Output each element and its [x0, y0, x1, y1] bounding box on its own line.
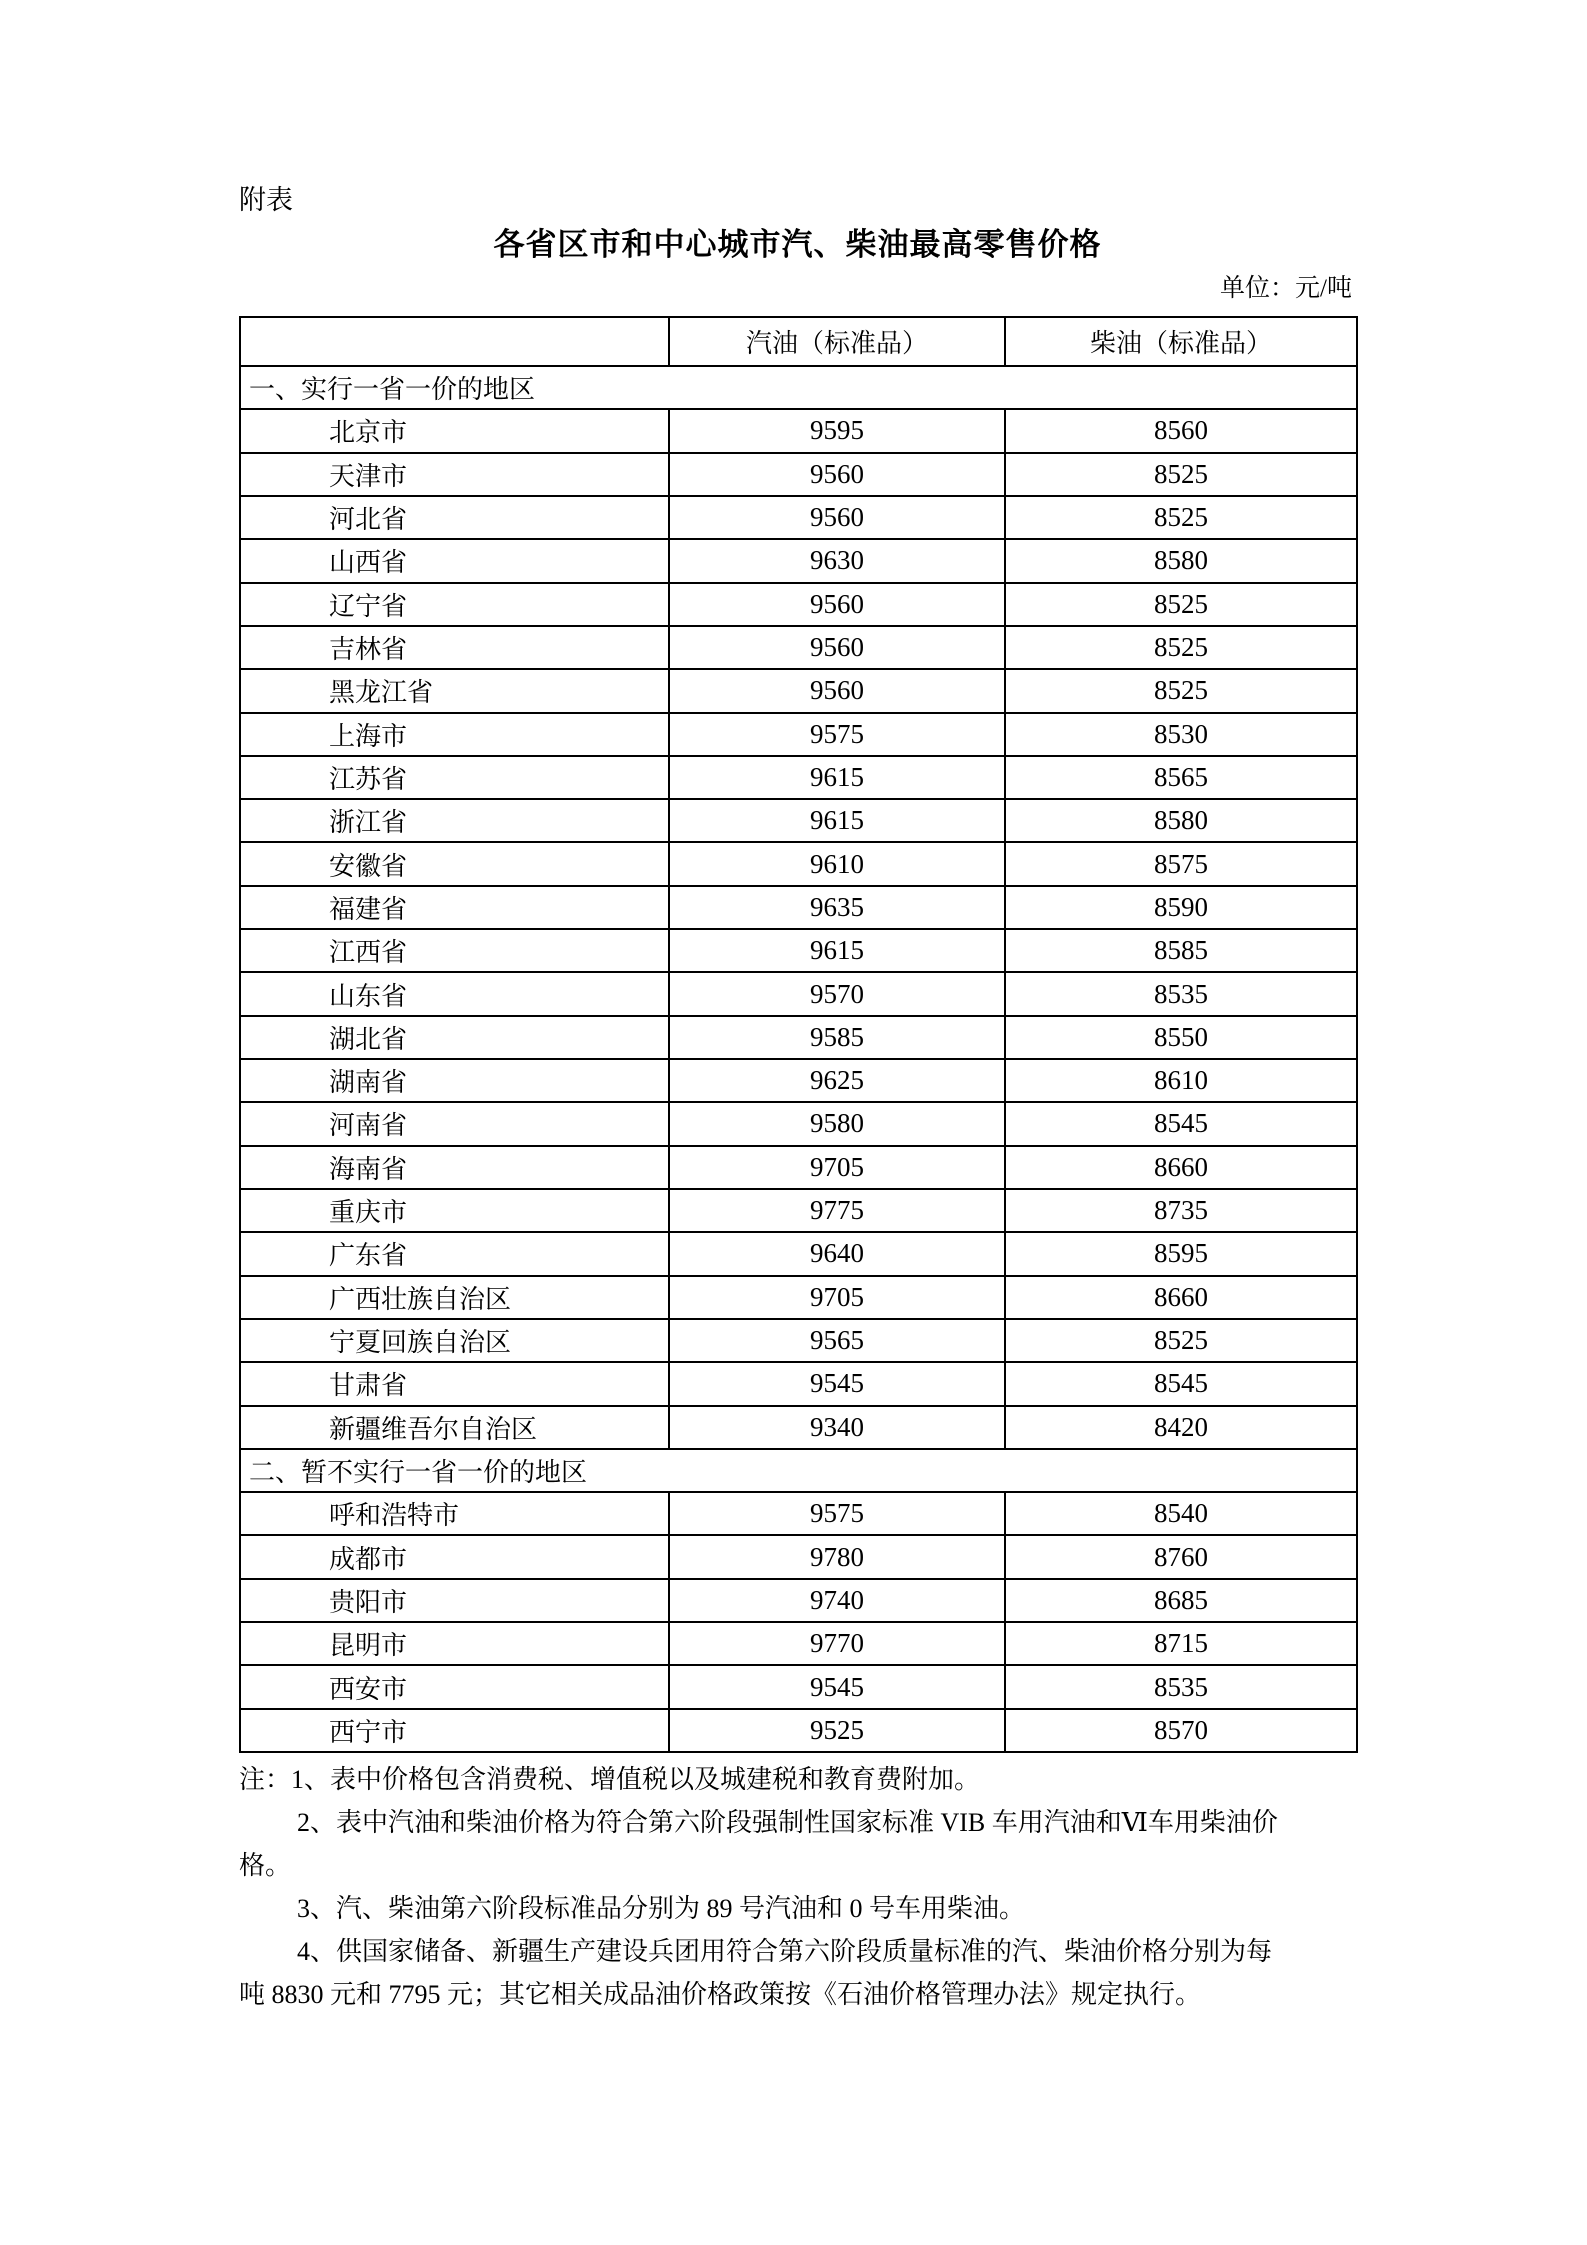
region-cell: 江苏省 — [240, 756, 669, 799]
table-row — [240, 1362, 1357, 1405]
region-cell: 湖南省 — [240, 1059, 669, 1102]
gasoline-cell: 9560 — [669, 626, 1005, 669]
table-header-row — [240, 317, 1357, 366]
diesel-cell: 8525 — [1005, 626, 1357, 669]
gasoline-cell: 9580 — [669, 1102, 1005, 1145]
table-row — [240, 1102, 1357, 1145]
region-cell: 重庆市 — [240, 1189, 669, 1232]
region-cell: 甘肃省 — [240, 1362, 669, 1405]
region-cell: 宁夏回族自治区 — [240, 1319, 669, 1362]
attachment-label: 附表 — [239, 185, 293, 215]
diesel-cell: 8610 — [1005, 1059, 1357, 1102]
notes — [239, 1758, 1356, 2016]
gasoline-cell: 9780 — [669, 1535, 1005, 1578]
table-row — [240, 756, 1357, 799]
region-cell: 辽宁省 — [240, 583, 669, 626]
diesel-cell: 8760 — [1005, 1535, 1357, 1578]
region-cell: 山西省 — [240, 539, 669, 582]
diesel-cell: 8580 — [1005, 539, 1357, 582]
section-header-row — [240, 366, 1357, 409]
table-row — [240, 842, 1357, 885]
diesel-cell: 8525 — [1005, 669, 1357, 712]
diesel-cell: 8525 — [1005, 1319, 1357, 1362]
gasoline-cell: 9575 — [669, 713, 1005, 756]
diesel-cell: 8540 — [1005, 1492, 1357, 1535]
note-line: 吨 8830 元和 7795 元；其它相关成品油价格政策按《石油价格管理办法》规定执行。 — [239, 1980, 1202, 2009]
gasoline-cell: 9770 — [669, 1622, 1005, 1665]
unit-label: 单位：元/吨 — [1220, 275, 1352, 302]
gasoline-cell: 9525 — [669, 1709, 1005, 1752]
gasoline-cell: 9630 — [669, 539, 1005, 582]
gasoline-cell: 9560 — [669, 669, 1005, 712]
diesel-cell: 8715 — [1005, 1622, 1357, 1665]
table-row — [240, 1146, 1357, 1189]
region-cell: 山东省 — [240, 972, 669, 1015]
region-cell: 黑龙江省 — [240, 669, 669, 712]
diesel-cell: 8595 — [1005, 1232, 1357, 1275]
gasoline-cell: 9545 — [669, 1362, 1005, 1405]
gasoline-cell: 9560 — [669, 496, 1005, 539]
region-cell: 广东省 — [240, 1232, 669, 1275]
table-row — [240, 1492, 1357, 1535]
gasoline-cell: 9775 — [669, 1189, 1005, 1232]
gasoline-cell: 9615 — [669, 799, 1005, 842]
note-line: 2、表中汽油和柴油价格为符合第六阶段强制性国家标准 VIB 车用汽油和Ⅵ车用柴油价 — [297, 1808, 1278, 1837]
gasoline-cell: 9625 — [669, 1059, 1005, 1102]
region-cell: 河北省 — [240, 496, 669, 539]
diesel-cell: 8535 — [1005, 1665, 1357, 1708]
diesel-cell: 8580 — [1005, 799, 1357, 842]
table-row — [240, 886, 1357, 929]
region-cell: 福建省 — [240, 886, 669, 929]
diesel-cell: 8525 — [1005, 583, 1357, 626]
region-cell: 西安市 — [240, 1665, 669, 1708]
diesel-cell: 8735 — [1005, 1189, 1357, 1232]
diesel-cell: 8535 — [1005, 972, 1357, 1015]
table-row — [240, 799, 1357, 842]
region-cell: 昆明市 — [240, 1622, 669, 1665]
gasoline-cell: 9635 — [669, 886, 1005, 929]
diesel-cell: 8525 — [1005, 496, 1357, 539]
table-row — [240, 972, 1357, 1015]
note-line: 4、供国家储备、新疆生产建设兵团用符合第六阶段质量标准的汽、柴油价格分别为每 — [297, 1937, 1273, 1966]
table-row — [240, 669, 1357, 712]
table-row — [240, 453, 1357, 496]
gasoline-cell: 9340 — [669, 1406, 1005, 1449]
note-line: 3、汽、柴油第六阶段标准品分别为 89 号汽油和 0 号车用柴油。 — [297, 1894, 1026, 1923]
table-row — [240, 1232, 1357, 1275]
region-cell: 湖北省 — [240, 1016, 669, 1059]
table-row — [240, 626, 1357, 669]
region-cell: 西宁市 — [240, 1709, 669, 1752]
table-row — [240, 496, 1357, 539]
diesel-cell: 8530 — [1005, 713, 1357, 756]
section-header-row — [240, 1449, 1357, 1492]
region-cell: 新疆维吾尔自治区 — [240, 1406, 669, 1449]
diesel-cell: 8685 — [1005, 1579, 1357, 1622]
table-row — [240, 1622, 1357, 1665]
gasoline-cell: 9640 — [669, 1232, 1005, 1275]
section-header: 二、暂不实行一省一价的地区 — [240, 1449, 1357, 1492]
table-row — [240, 713, 1357, 756]
gasoline-cell: 9575 — [669, 1492, 1005, 1535]
note-line: 格。 — [239, 1851, 292, 1880]
table-row — [240, 1535, 1357, 1578]
price-table-body — [240, 317, 1357, 1752]
diesel-cell: 8545 — [1005, 1102, 1357, 1145]
table-row — [240, 1319, 1357, 1362]
page-title: 各省区市和中心城市汽、柴油最高零售价格 — [493, 227, 1102, 262]
gasoline-cell: 9740 — [669, 1579, 1005, 1622]
diesel-cell: 8550 — [1005, 1016, 1357, 1059]
table-row — [240, 1406, 1357, 1449]
diesel-cell: 8570 — [1005, 1709, 1357, 1752]
gasoline-cell: 9610 — [669, 842, 1005, 885]
gasoline-cell: 9615 — [669, 929, 1005, 972]
column-header-gasoline: 汽油（标准品） — [669, 317, 1005, 366]
note-line: 注：1、表中价格包含消费税、增值税以及城建税和教育费附加。 — [239, 1765, 981, 1794]
table-row — [240, 1579, 1357, 1622]
table-row — [240, 1709, 1357, 1752]
region-cell: 广西壮族自治区 — [240, 1276, 669, 1319]
table-row — [240, 1189, 1357, 1232]
diesel-cell: 8660 — [1005, 1276, 1357, 1319]
region-cell: 吉林省 — [240, 626, 669, 669]
diesel-cell: 8575 — [1005, 842, 1357, 885]
table-row — [240, 929, 1357, 972]
region-cell: 贵阳市 — [240, 1579, 669, 1622]
table-row — [240, 1059, 1357, 1102]
gasoline-cell: 9545 — [669, 1665, 1005, 1708]
column-header-region — [240, 317, 669, 366]
gasoline-cell: 9560 — [669, 583, 1005, 626]
gasoline-cell: 9560 — [669, 453, 1005, 496]
region-cell: 江西省 — [240, 929, 669, 972]
price-table — [239, 316, 1358, 1753]
diesel-cell: 8585 — [1005, 929, 1357, 972]
diesel-cell: 8560 — [1005, 409, 1357, 452]
gasoline-cell: 9565 — [669, 1319, 1005, 1362]
table-row — [240, 1276, 1357, 1319]
column-header-diesel: 柴油（标准品） — [1005, 317, 1357, 366]
table-row — [240, 583, 1357, 626]
region-cell: 上海市 — [240, 713, 669, 756]
diesel-cell: 8545 — [1005, 1362, 1357, 1405]
table-row — [240, 409, 1357, 452]
region-cell: 北京市 — [240, 409, 669, 452]
table-row — [240, 1665, 1357, 1708]
region-cell: 海南省 — [240, 1146, 669, 1189]
region-cell: 安徽省 — [240, 842, 669, 885]
diesel-cell: 8420 — [1005, 1406, 1357, 1449]
table-row — [240, 539, 1357, 582]
gasoline-cell: 9705 — [669, 1276, 1005, 1319]
gasoline-cell: 9585 — [669, 1016, 1005, 1059]
diesel-cell: 8660 — [1005, 1146, 1357, 1189]
diesel-cell: 8565 — [1005, 756, 1357, 799]
table-row — [240, 1016, 1357, 1059]
gasoline-cell: 9705 — [669, 1146, 1005, 1189]
gasoline-cell: 9570 — [669, 972, 1005, 1015]
region-cell: 成都市 — [240, 1535, 669, 1578]
document-page — [239, 0, 1356, 2016]
region-cell: 呼和浩特市 — [240, 1492, 669, 1535]
region-cell: 河南省 — [240, 1102, 669, 1145]
diesel-cell: 8525 — [1005, 453, 1357, 496]
gasoline-cell: 9595 — [669, 409, 1005, 452]
region-cell: 浙江省 — [240, 799, 669, 842]
diesel-cell: 8590 — [1005, 886, 1357, 929]
region-cell: 天津市 — [240, 453, 669, 496]
gasoline-cell: 9615 — [669, 756, 1005, 799]
section-header: 一、实行一省一价的地区 — [240, 366, 1357, 409]
